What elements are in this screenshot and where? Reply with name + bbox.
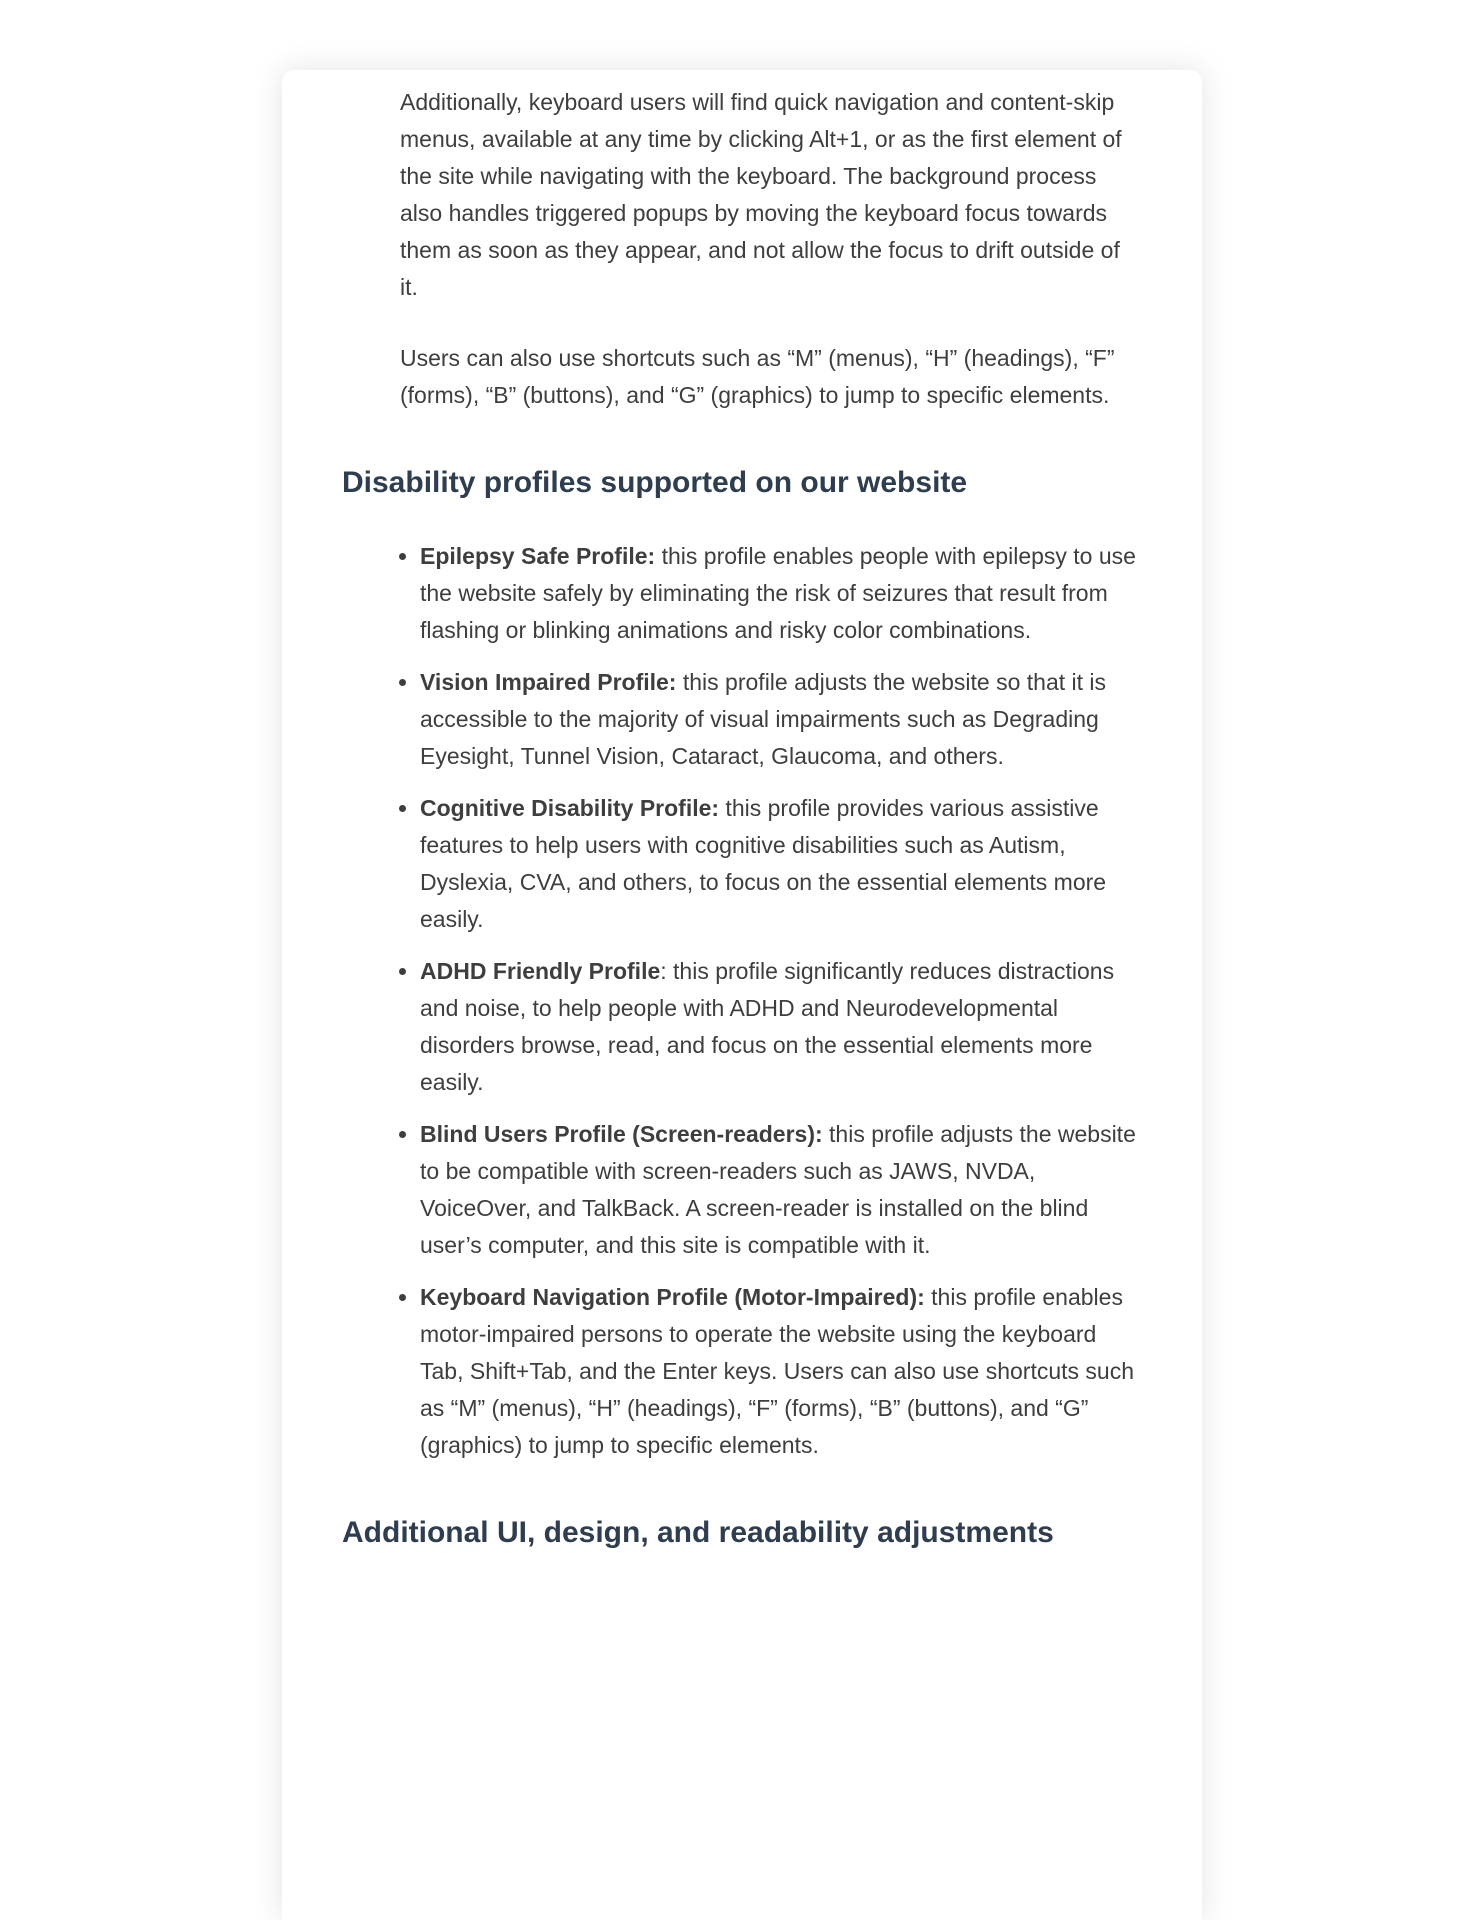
heading-additional-adjustments: Additional UI, design, and readability adjustments	[342, 1516, 1054, 1549]
list-item-vision-impaired-profile	[420, 664, 1142, 775]
profile-description: this profile provides various assistive features to help users with cognitive disabilities such as Autism, Dyslexia, CVA, and others, to focus on the essential elements more easily.	[420, 795, 1107, 932]
profile-description: this profile enables motor-impaired persons to operate the website using the keyboard Tab, Shift+Tab, and the Enter keys. Users can also use shortcuts such as “M” (menus), “H” (headings), “F” (forms), “B” (buttons), and “G” (graphics) to jump to specific elements.	[420, 1284, 1135, 1458]
list-item-keyboard-navigation-profile	[420, 1279, 1142, 1464]
disability-profiles-list	[342, 538, 1142, 1464]
profile-label: Cognitive Disability Profile:	[420, 795, 720, 821]
profile-label: ADHD Friendly Profile	[420, 958, 661, 984]
list-item-cognitive-disability-profile	[420, 790, 1142, 938]
profile-description: : this profile significantly reduces distractions and noise, to help people with ADHD and Neurodevelopmental disorders browse, read, and focus on the essential elements more easily.	[420, 958, 1115, 1095]
profile-label: Epilepsy Safe Profile:	[420, 543, 656, 569]
profile-description: this profile adjusts the website to be compatible with screen-readers such as JAWS, NVDA, VoiceOver, and TalkBack. A screen-reader is installed on the blind user’s computer, and this site is compatible with it.	[420, 1121, 1136, 1258]
profile-description: this profile adjusts the website so that it is accessible to the majority of visual impairments such as Degrading Eyesight, Tunnel Vision, Cataract, Glaucoma, and others.	[420, 669, 1107, 769]
profile-label: Keyboard Navigation Profile (Motor-Impaired):	[420, 1284, 925, 1310]
profile-description: this profile enables people with epilepsy to use the website safely by eliminating the risk of seizures that result from flashing or blinking animations and risky color combinations.	[420, 543, 1136, 643]
content-card	[282, 70, 1202, 1920]
list-item-blind-users-profile	[420, 1116, 1142, 1264]
paragraph-keyboard-navigation: Additionally, keyboard users will find quick navigation and content-skip menus, available at any time by clicking Alt+1, or as the first element of the site while navigating with the keyboard. The background process also handles triggered popups by moving the keyboard focus towards them as soon as they appear, and not allow the focus to drift outside of it.	[400, 89, 1122, 300]
profile-label: Vision Impaired Profile:	[420, 669, 677, 695]
profile-label: Blind Users Profile (Screen-readers):	[420, 1121, 823, 1147]
paragraph-shortcuts: Users can also use shortcuts such as “M” (menus), “H” (headings), “F” (forms), “B” (buttons), and “G” (graphics) to jump to specific elements.	[400, 345, 1115, 408]
heading-disability-profiles: Disability profiles supported on our website	[342, 466, 968, 499]
list-item-adhd-friendly-profile	[420, 953, 1142, 1101]
list-item-epilepsy-safe-profile	[420, 538, 1142, 649]
